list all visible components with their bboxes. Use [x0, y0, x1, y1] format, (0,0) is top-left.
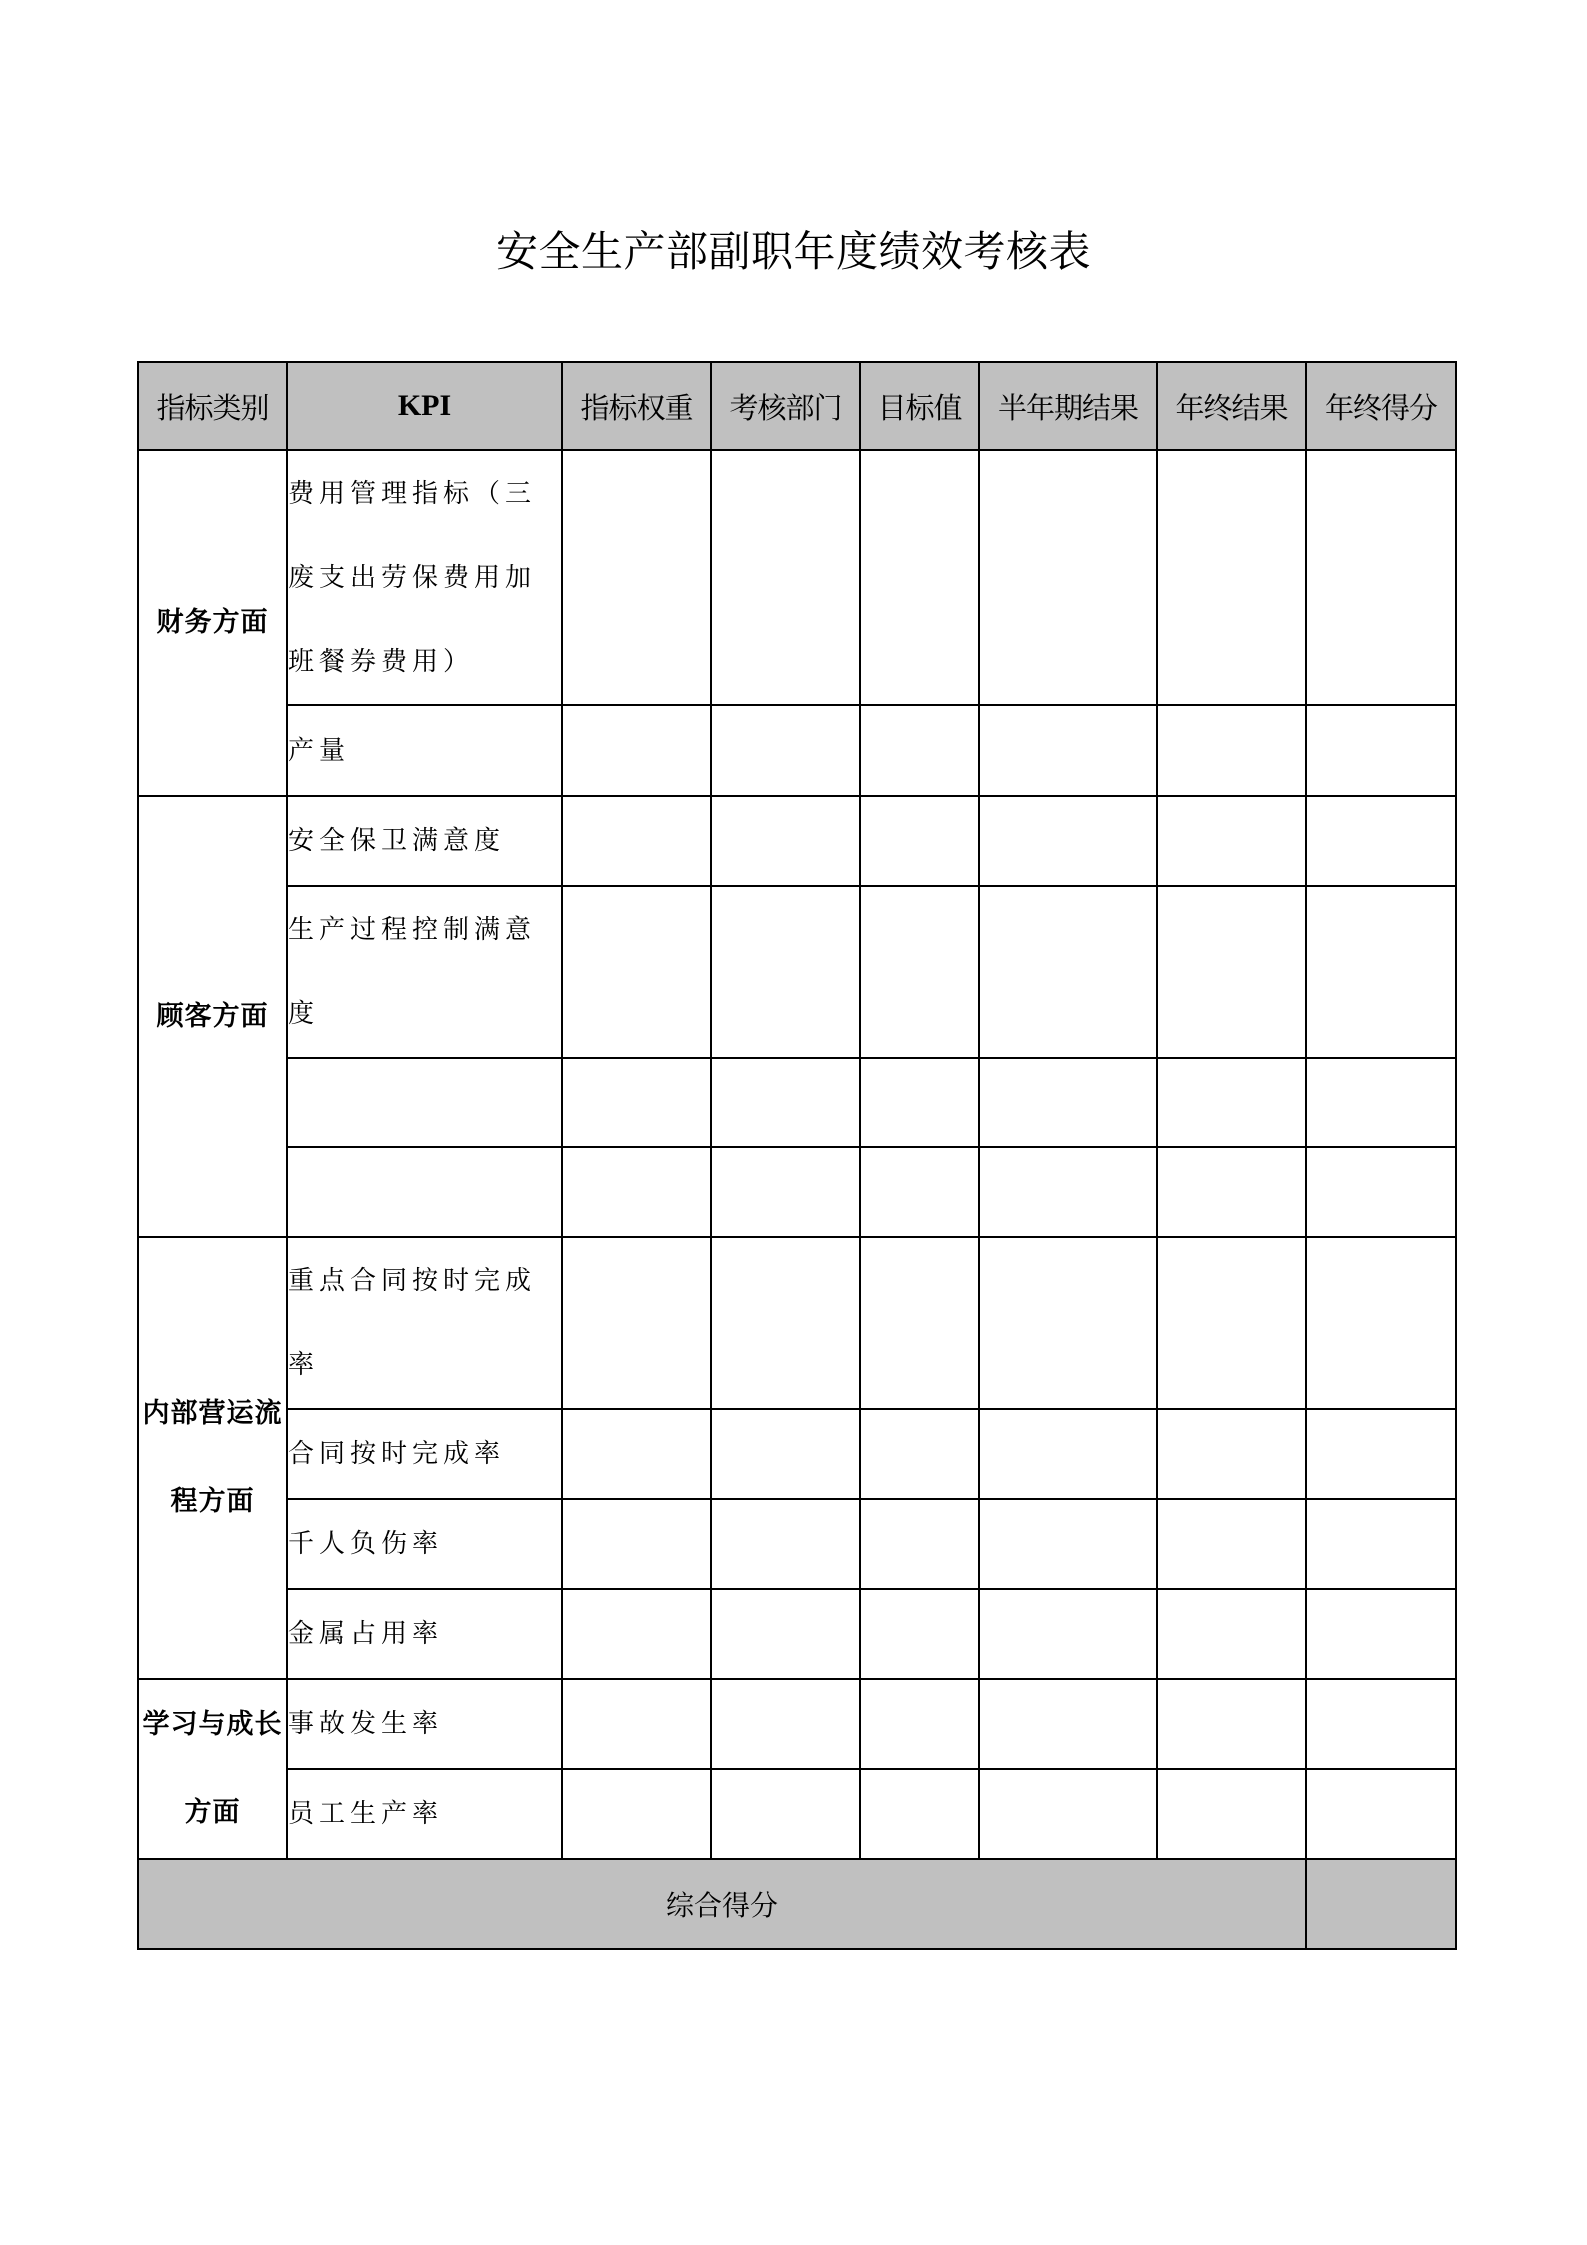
score-cell[interactable] — [1306, 886, 1456, 1058]
weight-cell[interactable] — [562, 1409, 711, 1499]
category-cell: 财务方面 — [138, 450, 287, 796]
half-year-cell[interactable] — [979, 1769, 1157, 1859]
dept-cell[interactable] — [711, 1147, 860, 1237]
year-end-cell[interactable] — [1157, 886, 1306, 1058]
half-year-cell[interactable] — [979, 1058, 1157, 1147]
target-cell[interactable] — [860, 886, 979, 1058]
year-end-cell[interactable] — [1157, 1058, 1306, 1147]
dept-cell[interactable] — [711, 1499, 860, 1589]
target-cell[interactable] — [860, 1769, 979, 1859]
score-cell[interactable] — [1306, 796, 1456, 886]
year-end-cell[interactable] — [1157, 796, 1306, 886]
target-cell[interactable] — [860, 1058, 979, 1147]
header-kpi: KPI — [287, 362, 562, 450]
table-row — [138, 1058, 1456, 1147]
year-end-cell[interactable] — [1157, 1409, 1306, 1499]
score-cell[interactable] — [1306, 1769, 1456, 1859]
header-weight: 指标权重 — [562, 362, 711, 450]
category-cell: 内部营运流程方面 — [138, 1237, 287, 1679]
target-cell[interactable] — [860, 1499, 979, 1589]
half-year-cell[interactable] — [979, 1237, 1157, 1409]
kpi-cell: 安全保卫满意度 — [287, 796, 562, 886]
target-cell[interactable] — [860, 1147, 979, 1237]
dept-cell[interactable] — [711, 450, 860, 705]
kpi-cell: 重点合同按时完成率 — [287, 1237, 562, 1409]
dept-cell[interactable] — [711, 1769, 860, 1859]
target-cell[interactable] — [860, 1679, 979, 1769]
dept-cell[interactable] — [711, 1589, 860, 1679]
half-year-cell[interactable] — [979, 1679, 1157, 1769]
weight-cell[interactable] — [562, 705, 711, 796]
score-cell[interactable] — [1306, 1147, 1456, 1237]
table-row — [138, 1589, 1456, 1679]
half-year-cell[interactable] — [979, 1409, 1157, 1499]
half-year-cell[interactable] — [979, 1589, 1157, 1679]
target-cell[interactable] — [860, 705, 979, 796]
score-cell[interactable] — [1306, 1589, 1456, 1679]
kpi-cell: 合同按时完成率 — [287, 1409, 562, 1499]
half-year-cell[interactable] — [979, 1499, 1157, 1589]
kpi-cell: 员工生产率 — [287, 1769, 562, 1859]
half-year-cell[interactable] — [979, 705, 1157, 796]
table-row — [138, 705, 1456, 796]
target-cell[interactable] — [860, 796, 979, 886]
table-row — [138, 1237, 1456, 1409]
header-score: 年终得分 — [1306, 362, 1456, 450]
weight-cell[interactable] — [562, 796, 711, 886]
table-row — [138, 1499, 1456, 1589]
summary-score-cell[interactable] — [1306, 1859, 1456, 1949]
score-cell[interactable] — [1306, 705, 1456, 796]
kpi-assessment-table — [137, 361, 1457, 1950]
dept-cell[interactable] — [711, 705, 860, 796]
table-row — [138, 1769, 1456, 1859]
table-header-row — [138, 362, 1456, 450]
kpi-cell: 千人负伤率 — [287, 1499, 562, 1589]
dept-cell[interactable] — [711, 1409, 860, 1499]
year-end-cell[interactable] — [1157, 450, 1306, 705]
weight-cell[interactable] — [562, 1589, 711, 1679]
kpi-cell[interactable] — [287, 1058, 562, 1147]
header-year-end: 年终结果 — [1157, 362, 1306, 450]
header-target: 目标值 — [860, 362, 979, 450]
target-cell[interactable] — [860, 1589, 979, 1679]
score-cell[interactable] — [1306, 1499, 1456, 1589]
half-year-cell[interactable] — [979, 796, 1157, 886]
half-year-cell[interactable] — [979, 886, 1157, 1058]
half-year-cell[interactable] — [979, 1147, 1157, 1237]
weight-cell[interactable] — [562, 1147, 711, 1237]
half-year-cell[interactable] — [979, 450, 1157, 705]
kpi-cell: 产量 — [287, 705, 562, 796]
category-cell: 学习与成长方面 — [138, 1679, 287, 1859]
score-cell[interactable] — [1306, 1058, 1456, 1147]
year-end-cell[interactable] — [1157, 1589, 1306, 1679]
score-cell[interactable] — [1306, 1237, 1456, 1409]
weight-cell[interactable] — [562, 1769, 711, 1859]
kpi-cell: 金属占用率 — [287, 1589, 562, 1679]
target-cell[interactable] — [860, 450, 979, 705]
score-cell[interactable] — [1306, 1679, 1456, 1769]
kpi-cell: 费用管理指标（三废支出劳保费用加班餐券费用） — [287, 450, 562, 705]
summary-label: 综合得分 — [138, 1859, 1306, 1949]
table-row — [138, 886, 1456, 1058]
dept-cell[interactable] — [711, 1058, 860, 1147]
dept-cell[interactable] — [711, 886, 860, 1058]
header-half-year: 半年期结果 — [979, 362, 1157, 450]
table-row — [138, 450, 1456, 705]
table-row — [138, 1409, 1456, 1499]
year-end-cell[interactable] — [1157, 1147, 1306, 1237]
year-end-cell[interactable] — [1157, 705, 1306, 796]
score-cell[interactable] — [1306, 1409, 1456, 1499]
table-row — [138, 1147, 1456, 1237]
dept-cell[interactable] — [711, 1237, 860, 1409]
summary-row — [138, 1859, 1456, 1949]
weight-cell[interactable] — [562, 1058, 711, 1147]
year-end-cell[interactable] — [1157, 1237, 1306, 1409]
weight-cell[interactable] — [562, 886, 711, 1058]
table-row — [138, 796, 1456, 886]
page-title: 安全生产部副职年度绩效考核表 — [495, 227, 1091, 276]
score-cell[interactable] — [1306, 450, 1456, 705]
category-cell: 顾客方面 — [138, 796, 287, 1237]
year-end-cell[interactable] — [1157, 1499, 1306, 1589]
kpi-cell: 事故发生率 — [287, 1679, 562, 1769]
weight-cell[interactable] — [562, 1679, 711, 1769]
header-category: 指标类别 — [138, 362, 287, 450]
weight-cell[interactable] — [562, 1499, 711, 1589]
dept-cell[interactable] — [711, 1679, 860, 1769]
dept-cell[interactable] — [711, 796, 860, 886]
kpi-cell: 生产过程控制满意度 — [287, 886, 562, 1058]
header-dept: 考核部门 — [711, 362, 860, 450]
target-cell[interactable] — [860, 1409, 979, 1499]
kpi-cell[interactable] — [287, 1147, 562, 1237]
target-cell[interactable] — [860, 1237, 979, 1409]
year-end-cell[interactable] — [1157, 1679, 1306, 1769]
year-end-cell[interactable] — [1157, 1769, 1306, 1859]
table-row — [138, 1679, 1456, 1769]
weight-cell[interactable] — [562, 1237, 711, 1409]
weight-cell[interactable] — [562, 450, 711, 705]
